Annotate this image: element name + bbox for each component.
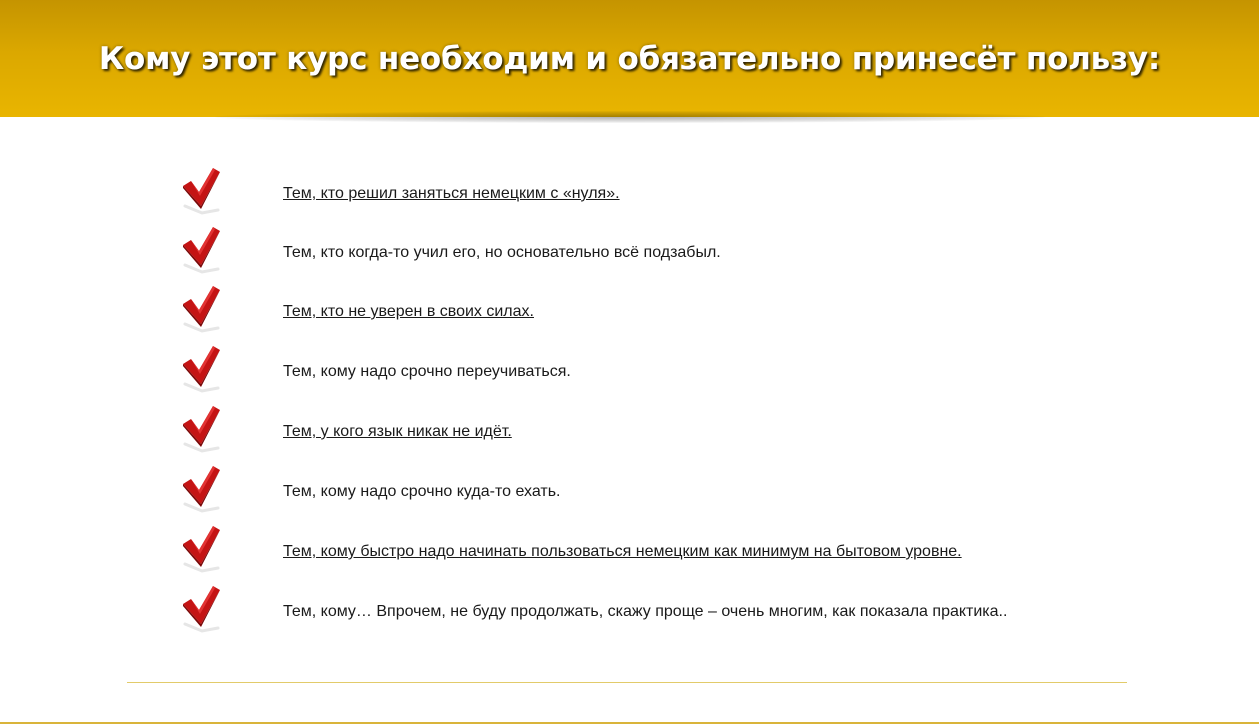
page-title: Кому этот курс необходим и обязательно принесёт пользу: [98,41,1161,77]
red-checkmark-icon [180,406,222,454]
item-text: Тем, кому надо срочно переучиваться. [283,363,571,380]
list-item [180,406,1130,456]
list-item [180,586,1130,636]
red-checkmark-icon [180,227,222,275]
list-item [180,466,1130,516]
list-item [180,346,1130,396]
list-item [180,286,1130,336]
item-link[interactable]: Тем, кто решил заняться немецким с «нуля». [283,185,620,202]
list-item [180,526,1130,576]
red-checkmark-icon [180,346,222,394]
item-text: Тем, кто когда-то учил его, но основательно всё подзабыл. [283,244,721,261]
red-checkmark-icon [180,466,222,514]
item-link[interactable]: Тем, у кого язык никак не идёт. [283,423,512,440]
red-checkmark-icon [180,286,222,334]
red-checkmark-icon [180,586,222,634]
list-item [180,227,1130,277]
list-item [180,168,1130,218]
item-text: Тем, кому… Впрочем, не буду продолжать, скажу проще – очень многим, как показала практика.. [283,603,1008,620]
item-link[interactable]: Тем, кто не уверен в своих силах. [283,303,534,320]
red-checkmark-icon [180,526,222,574]
section-divider [127,682,1127,683]
red-checkmark-icon [180,168,222,216]
item-text: Тем, кому надо срочно куда-то ехать. [283,483,561,500]
item-link[interactable]: Тем, кому быстро надо начинать пользоваться немецким как минимум на бытовом уровне. [283,543,962,560]
